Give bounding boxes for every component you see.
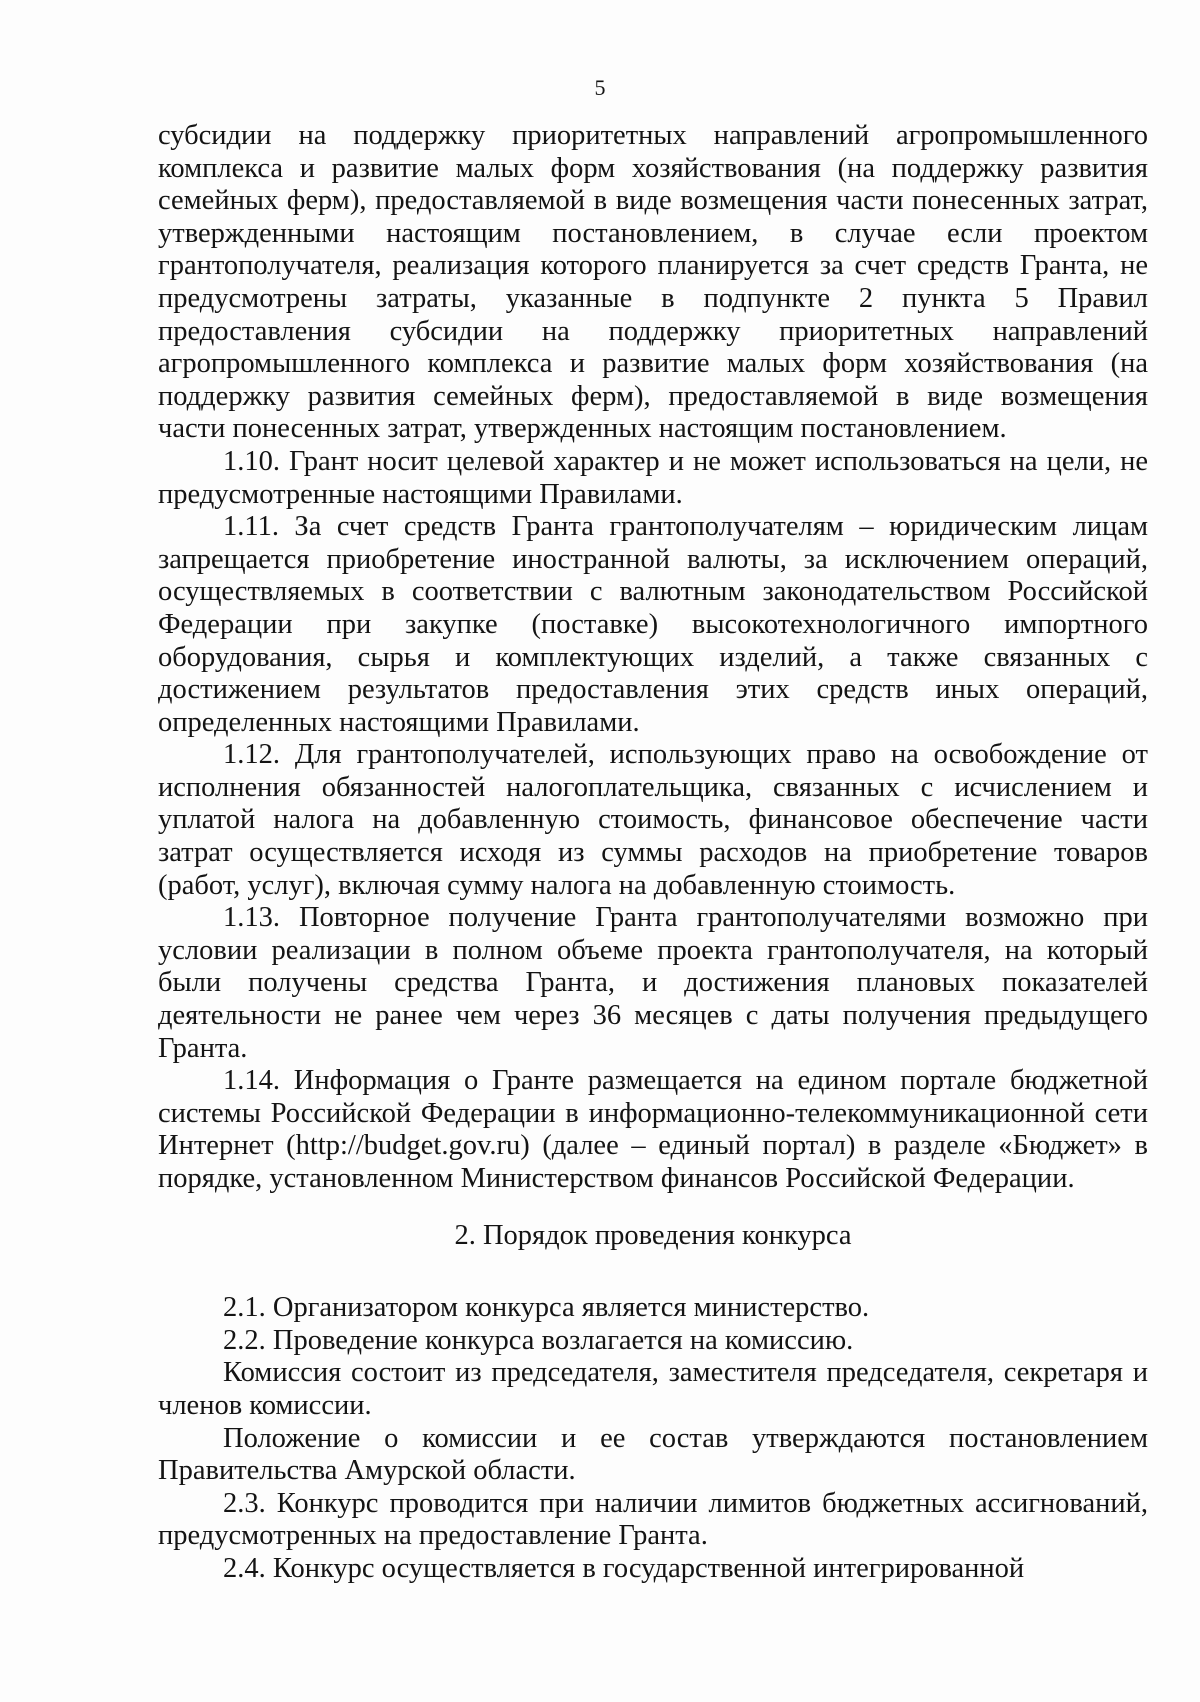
paragraph-1-10: 1.10. Грант носит целевой характер и не может использоваться на цели, не предусмотренные настоящими Правилами. <box>158 445 1148 510</box>
paragraph-1-11: 1.11. За счет средств Гранта грантополучателям – юридическим лицам запрещается приобретение иностранной валюты, за исключением операций, осуществляемых в соответствии с валютным законодательством Российской Федерации при закупке (поставке) высокотехнологичного импортного оборудования, сырья и комплектующих изделий, а также связанных с достижением результатов предоставления этих средств иных операций, определенных настоящими Правилами. <box>158 511 1148 738</box>
paragraph-commission-regulation: Положение о комиссии и ее состав утверждаются постановлением Правительства Амурской области. <box>158 1422 1148 1487</box>
paragraph-subsidy-rules: субсидии на поддержку приоритетных направлений агропромышленного комплекса и развитие малых форм хозяйствования (на поддержку развития семейных ферм), предоставляемой в виде возмещения части понесенных затрат, утвержденными настоящим постановлением, в случае если проектом грантополучателя, реализация которого планируется за счет средств Гранта, не предусмотрены затраты, указанные в подпункте 2 пункта 5 Правил предоставления субсидии на поддержку приоритетных направлений агропромышленного комплекса и развитие малых форм хозяйствования (на поддержку развития семейных ферм), предоставляемой в виде возмещения части понесенных затрат, утвержденных настоящим постановлением. <box>158 120 1148 445</box>
paragraph-1-12: 1.12. Для грантополучателей, использующих право на освобождение от исполнения обязанностей налогоплательщика, связанных с исчислением и уплатой налога на добавленную стоимость, финансовое обеспечение части затрат осуществляется исходя из суммы расходов на приобретение товаров (работ, услуг), включая сумму налога на добавленную стоимость. <box>158 739 1148 901</box>
page-number: 5 <box>594 75 606 100</box>
section-heading: 2. Порядок проведения конкурса <box>454 1219 852 1251</box>
paragraph-2-4: 2.4. Конкурс осуществляется в государственной интегрированной <box>223 1552 1025 1584</box>
paragraph-1-14: 1.14. Информация о Гранте размещается на едином портале бюджетной системы Российской Федерации в информационно-телекоммуникационной сети Интернет (http://budget.gov.ru) (далее – единый портал) в разделе «Бюджет» в порядке, установленном Министерством финансов Российской Федерации. <box>158 1065 1148 1194</box>
paragraph-commission-members: Комиссия состоит из председателя, заместителя председателя, секретаря и членов комиссии. <box>158 1357 1148 1421</box>
paragraph-2-1: 2.1. Организатором конкурса является министерство. <box>223 1292 870 1324</box>
paragraph-2-2: 2.2. Проведение конкурса возлагается на комиссию. <box>223 1324 854 1356</box>
document-body <box>158 120 1148 1586</box>
paragraph-1-13: 1.13. Повторное получение Гранта грантополучателями возможно при условии реализации в полном объеме проекта грантополучателя, на который были получены средства Гранта, и достижения плановых показателей деятельности не ранее чем через 36 месяцев с даты получения предыдущего Гранта. <box>158 902 1148 1064</box>
paragraph-2-3: 2.3. Конкурс проводится при наличии лимитов бюджетных ассигнований, предусмотренных на предоставление Гранта. <box>158 1487 1148 1552</box>
